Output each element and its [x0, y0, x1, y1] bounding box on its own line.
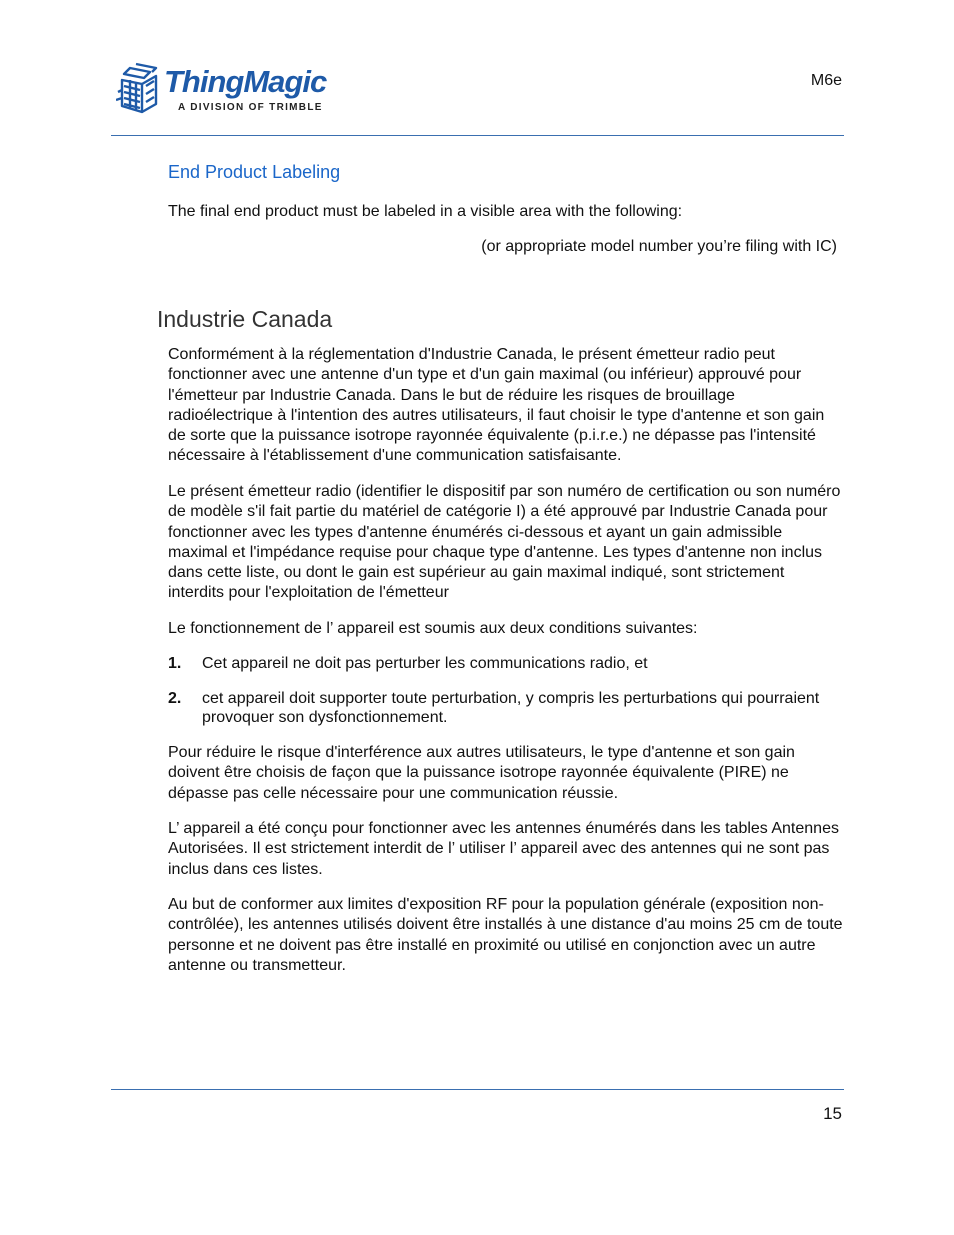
- page-number: 15: [823, 1104, 842, 1123]
- list-item-text: cet appareil doit supporter toute perturbation, y compris les perturbations qui pourraient provoquer son dysfonctionnement.: [202, 690, 820, 726]
- brand-logo: [116, 60, 326, 126]
- model-name: M6e: [810, 72, 842, 89]
- ic-paragraph-2: Le présent émetteur radio (identifier le dispositif par son numéro de certification ou son numéro de modèle s'il fait partie du matériel de catégorie I) a été approuvé par Industrie Canada pour fonctionner avec les types d'antenne énumérés ci-dessous et ayant un gain admissible maximal et l'impédance requise pour chaque type d'antenne. Les types d'antenne non inclus dans cette liste, ou dont le gain est supérieur au gain maximal indiqué, sont strictement interdits pour l'exploitation de l'émetteur: [168, 483, 841, 602]
- thingmagic-cube-logo-icon: [116, 62, 164, 122]
- ic-paragraph-6: Au but de conformer aux limites d'exposition RF pour la population générale (exposition non-contrôlée), les antennes utilisés doivent être installés à une distance d'au moins 25 cm de toute personne et ne doivent pas être installé en proximité ou utilisé en conjonction avec un autre antenne ou transmetteur.: [168, 896, 843, 974]
- section-heading-end-product-labeling: End Product Labeling: [168, 162, 341, 182]
- labeling-note: (or appropriate model number you’re filing with IC): [481, 238, 837, 255]
- ic-paragraph-4: Pour réduire le risque d'interférence aux autres utilisateurs, le type d'antenne et son gain doivent être choisis de façon que la puissance isotrope rayonnée équivalente (PIRE) ne dépasse pas celle nécessaire pour une communication réussie.: [168, 744, 795, 802]
- brand-subtitle: A DIVISION OF TRIMBLE: [178, 102, 323, 113]
- section-heading-industrie-canada: Industrie Canada: [157, 306, 333, 332]
- ic-paragraph-3: Le fonctionnement de l’ appareil est soumis aux deux conditions suivantes:: [168, 620, 698, 637]
- brand-name: ThingMagic: [164, 64, 327, 99]
- list-item-text: Cet appareil ne doit pas perturber les communications radio, et: [202, 655, 648, 672]
- ic-paragraph-1: Conformément à la réglementation d'Industrie Canada, le présent émetteur radio peut fonctionner avec une antenne d'un type et d'un gain maximal (ou inférieur) approuvé pour l'émetteur par Industrie Canada. Dans le but de réduire les risques de brouillage radioélectrique à l'intention des autres utilisateurs, il faut choisir le type d'antenne et son gain de sorte que la puissance isotrope rayonnée équivalente (p.i.r.e.) ne dépasse pas l'intensité nécessaire à l'établissement d'une communication satisfaisante.: [168, 346, 825, 465]
- page-header: [0, 0, 954, 140]
- list-item-number: 2.: [168, 690, 182, 707]
- header-divider: [111, 135, 844, 136]
- labeling-intro: The final end product must be labeled in a visible area with the following:: [168, 203, 683, 220]
- ic-paragraph-5: L’ appareil a été conçu pour fonctionner avec les antennes énumérés dans les tables Antennes Autorisées. Il est strictement interdit de l’ utiliser l’ appareil avec des antennes qui ne sont pas inclus dans ces listes.: [168, 820, 839, 878]
- footer-divider: [111, 1089, 844, 1090]
- list-item-number: 1.: [168, 655, 182, 672]
